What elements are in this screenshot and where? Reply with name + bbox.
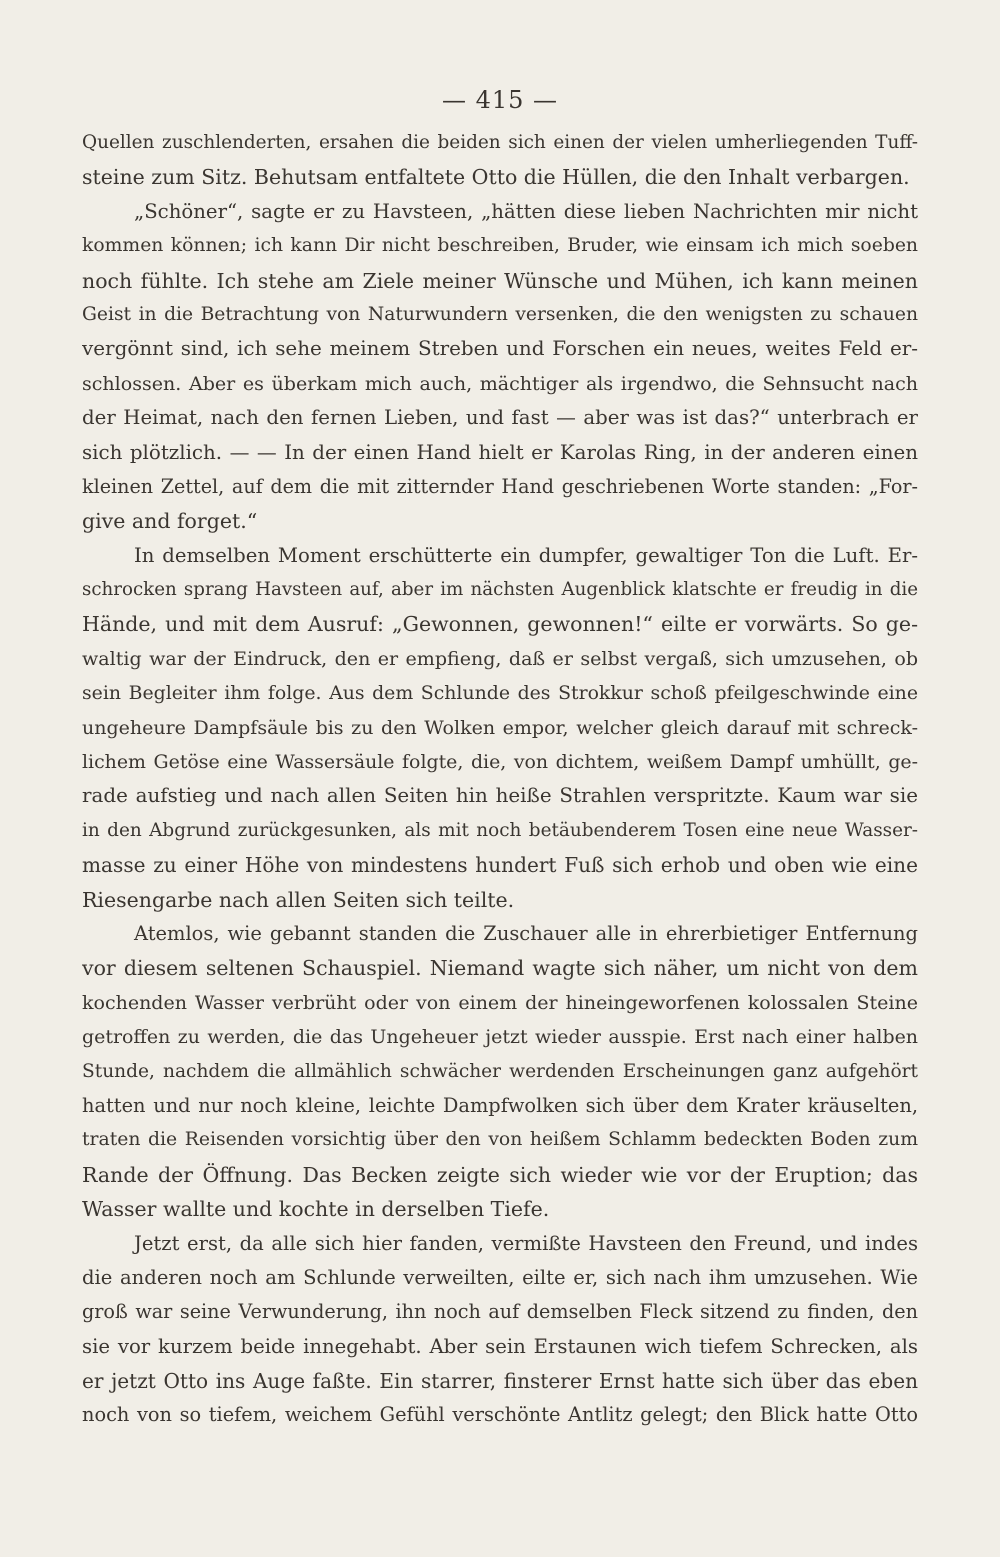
text-line: kommen können; ich kann Dir nicht beschreiben, Bruder, wie einsam ich mich soeben — [82, 235, 918, 257]
text-line: groß war seine Verwunderung, ihn noch auf demselben Fleck sitzend zu finden, den — [82, 1300, 918, 1324]
text-line: In demselben Moment erschütterte ein dumpfer, gewaltiger Ton die Luft. Er- — [134, 543, 918, 567]
text-line: schrocken sprang Havsteen auf, aber im nächsten Augenblick klatschte er freudig in die — [82, 579, 918, 601]
text-line: hatten und nur noch kleine, leichte Dampfwolken sich über dem Krater kräuselten, — [82, 1093, 918, 1117]
text-line: Geist in die Betrachtung von Naturwundern versenken, die den wenigsten zu schauen — [82, 303, 918, 325]
text-line: „Schöner“, sagte er zu Havsteen, „hätten diese lieben Nachrichten mir nicht — [134, 199, 918, 223]
text-line: Riesengarbe nach allen Seiten sich teilte. — [82, 887, 515, 912]
text-line: schlossen. Aber es überkam mich auch, mächtiger als irgendwo, die Sehnsucht nach — [82, 372, 918, 395]
text-line: sein Begleiter ihm folge. Aus dem Schlunde des Strokkur schoß pfeilgeschwinde eine — [82, 682, 918, 705]
text-line: traten die Reisenden vorsichtig über den von heißem Schlamm bedeckten Boden zum — [82, 1129, 918, 1151]
text-line: kochenden Wasser verbrüht oder von einem der hineingeworfenen kolossalen Steine — [82, 991, 918, 1014]
text-line: Stunde, nachdem die allmählich schwächer werdenden Erscheinungen ganz aufgehört — [82, 1060, 918, 1082]
text-line: lichem Getöse eine Wassersäule folgte, die, von dichtem, weißem Dampf umhüllt, ge- — [82, 751, 918, 774]
text-line: die anderen noch am Schlunde verweilten, eilte er, sich nach ihm umzusehen. Wie — [82, 1265, 918, 1289]
text-line: Wasser wallte und kochte in derselben Tiefe. — [82, 1197, 550, 1222]
body-text — [82, 126, 918, 1433]
text-line: rade aufstieg und nach allen Seiten hin heiße Strahlen verspritzte. Kaum war sie — [82, 784, 918, 808]
text-line: Atemlos, wie gebannt standen die Zuschauer alle in ehrerbietiger Entfernung — [134, 921, 918, 945]
text-line: steine zum Sitz. Behutsam entfaltete Otto die Hüllen, die den Inhalt verbargen. — [82, 165, 910, 190]
text-line: Hände, und mit dem Ausruf: „Gewonnen, gewonnen!“ eilte er vorwärts. So ge- — [82, 612, 918, 637]
text-line: Rande der Öffnung. Das Becken zeigte sich wieder wie vor der Eruption; das — [82, 1162, 918, 1187]
page-number: — 415 — — [441, 86, 559, 114]
text-line: sie vor kurzem beide innegehabt. Aber sein Erstaunen wich tiefem Schrecken, als — [82, 1334, 918, 1358]
text-line: vergönnt sind, ich sehe meinem Streben und Forschen ein neues, weites Feld er- — [82, 337, 918, 361]
text-line: noch fühlte. Ich stehe am Ziele meiner Wünsche und Mühen, ich kann meinen — [82, 268, 918, 293]
text-line: kleinen Zettel, auf dem die mit zitternder Hand geschriebenen Worte standen: „For- — [82, 474, 918, 498]
text-line: der Heimat, nach den fernen Lieben, und fast — aber was ist das?“ unterbrach er — [82, 406, 918, 430]
text-line: masse zu einer Höhe von mindestens hundert Fuß sich erhob und oben wie eine — [82, 853, 918, 878]
text-line: waltig war der Eindruck, den er empfieng, daß er selbst vergaß, sich umzusehen, ob — [82, 647, 918, 670]
text-line: vor diesem seltenen Schauspiel. Niemand wagte sich näher, um nicht von dem — [82, 956, 918, 981]
text-line: getroffen zu werden, die das Ungeheuer jetzt wieder ausspie. Erst nach einer halben — [82, 1026, 918, 1049]
text-line: Jetzt erst, da alle sich hier fanden, vermißte Havsteen den Freund, und indes — [134, 1231, 918, 1255]
text-line: sich plötzlich. — — In der einen Hand hielt er Karolas Ring, in der anderen einen — [82, 440, 918, 464]
text-line: give and forget.“ — [82, 509, 258, 534]
text-line: er jetzt Otto ins Auge faßte. Ein starrer, finsterer Ernst hatte sich über das eben — [82, 1369, 918, 1394]
text-line: in den Abgrund zurückgesunken, als mit noch betäubenderem Tosen eine neue Wasser- — [82, 819, 918, 841]
text-line: noch von so tiefem, weichem Gefühl verschönte Antlitz gelegt; den Blick hatte Otto — [82, 1403, 918, 1427]
text-line: Quellen zuschlenderten, ersahen die beiden sich einen der vielen umherliegenden Tuff- — [82, 132, 918, 153]
text-line: ungeheure Dampfsäule bis zu den Wolken empor, welcher gleich darauf mit schreck- — [82, 716, 918, 739]
